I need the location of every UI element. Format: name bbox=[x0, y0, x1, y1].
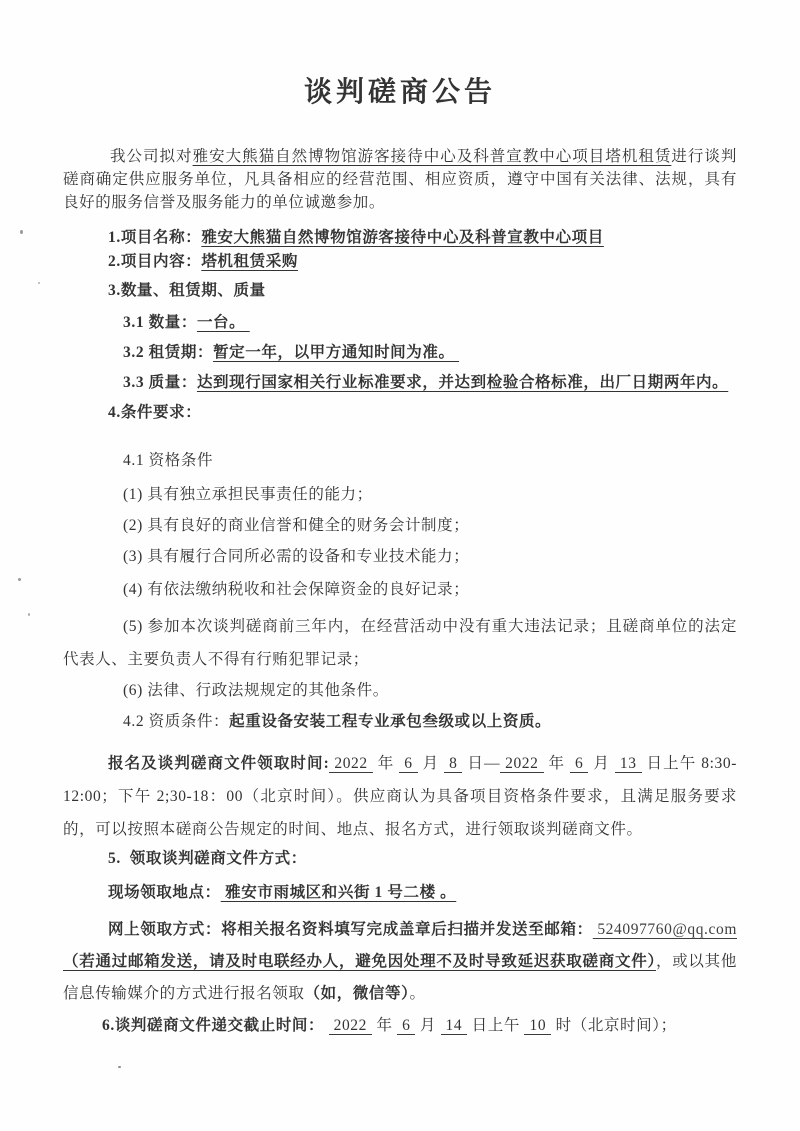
item-1-label: 1.项目名称： bbox=[108, 229, 202, 246]
item-4-2-value: 起重设备安装工程专业承包叁级或以上资质。 bbox=[229, 713, 552, 730]
item-2-value: 塔机租赁采购 bbox=[201, 253, 298, 270]
item-4-1-heading: 4.1 资格条件 bbox=[123, 452, 214, 469]
onsite-pickup-line bbox=[63, 882, 737, 904]
date-static-text: 月 bbox=[415, 1017, 441, 1034]
item-3-2-value: 暂定一年，以甲方通知时间为准。 bbox=[213, 344, 460, 361]
online-pickup-paragraph bbox=[63, 914, 737, 1010]
item-3-1-value: 一台。 bbox=[196, 314, 250, 331]
intro-paragraph bbox=[63, 145, 737, 214]
page-title: 谈判磋商公告 bbox=[303, 77, 496, 108]
condition-1: (1) 具有独立承担民事责任的能力； bbox=[123, 486, 373, 503]
item-3-heading: 3.数量、租赁期、质量 bbox=[108, 282, 266, 299]
item-2-label: 2.项目内容： bbox=[108, 253, 202, 270]
intro-text-pre: 我公司拟对 bbox=[110, 148, 193, 165]
item-2-project-content bbox=[63, 250, 737, 274]
scan-speck bbox=[38, 282, 40, 284]
filled-blank-value: 10 bbox=[524, 1017, 551, 1035]
item-4-heading: 4.条件要求： bbox=[108, 404, 202, 421]
item-4-2-qualification bbox=[63, 711, 737, 733]
online-pickup-text: 将相关报名资料填写完成盖章后扫描并发送至邮箱： bbox=[221, 921, 593, 938]
item-1-project-name bbox=[63, 226, 737, 250]
item-3-2-label: 3.2 租赁期： bbox=[123, 344, 214, 361]
item-4-2-label: 4.2 资质条件： bbox=[123, 713, 230, 730]
onsite-pickup-address: 雅安市雨城区和兴街 1 号二楼 。 bbox=[220, 884, 457, 901]
date-static-text: 日上午 bbox=[467, 1017, 525, 1034]
filled-blank-value: 6 bbox=[399, 755, 417, 773]
scan-speck bbox=[18, 578, 21, 581]
filled-blank-value: 2022 bbox=[500, 755, 543, 773]
scan-speck bbox=[118, 1066, 121, 1068]
condition-4: (4) 有依法缴纳税收和社会保障资金的良好记录； bbox=[123, 581, 470, 598]
filled-blank-value: 13 bbox=[615, 755, 642, 773]
filled-blank-value: 6 bbox=[570, 755, 588, 773]
date-static-text: 年 bbox=[372, 1017, 398, 1034]
note-rest: ，或以其他信息传输媒介的方式进行报名领取 bbox=[63, 953, 737, 1002]
filled-blank-value: 6 bbox=[397, 1017, 415, 1035]
intro-project-name: 雅安大熊猫自然博物馆游客接待中心及科普宣教中心项目塔机租赁 bbox=[192, 148, 672, 165]
filled-blank-value: 14 bbox=[441, 1017, 468, 1035]
contact-email: 524097760@qq.com bbox=[592, 921, 737, 938]
note-wechat: （如，微信等） bbox=[304, 985, 410, 1002]
condition-2: (2) 具有良好的商业信誉和健全的财务会计制度； bbox=[123, 517, 470, 534]
scan-speck bbox=[28, 613, 30, 616]
filled-blank-value: 2022 bbox=[329, 755, 372, 773]
filled-blank-value: 8 bbox=[444, 755, 462, 773]
date-static-text: 月 bbox=[417, 755, 445, 772]
item-3-1-quantity bbox=[63, 312, 737, 334]
submission-deadline-line bbox=[63, 1014, 737, 1038]
submission-deadline-label: 6.谈判磋商文件递交截止时间： bbox=[102, 1017, 329, 1034]
scan-speck bbox=[20, 230, 23, 234]
section-5-heading: 5. 领取谈判磋商文件方式： bbox=[108, 850, 307, 867]
date-static-text: 年 bbox=[372, 755, 400, 772]
date-static-text: 月 bbox=[588, 755, 615, 772]
item-3-3-value: 达到现行国家相关行业标准要求，并达到检验合格标准，出厂日期两年内。 bbox=[196, 374, 729, 391]
filled-blank-value: 2022 bbox=[329, 1017, 372, 1035]
submission-deadline-dates bbox=[329, 1017, 677, 1035]
online-pickup-label: 网上领取方式： bbox=[108, 921, 222, 938]
registration-time-rest: 下午 2;30-18：00（北京时间）。供应商认为具备项目资格条件要求，且满足服务要求的，可以按照本磋商公告规定的时间、地点、报名方式，进行领取谈判磋商文件。 bbox=[63, 788, 737, 838]
item-3-3-label: 3.3 质量： bbox=[123, 374, 197, 391]
registration-time-label: 报名及谈判磋商文件领取时间: bbox=[108, 755, 330, 772]
condition-6: (6) 法律、行政法规规定的其他条件。 bbox=[123, 682, 389, 699]
date-static-text: 年 bbox=[543, 755, 571, 772]
date-static-text: 日— bbox=[462, 755, 501, 772]
date-static-text: 日上午 8:30-12:00； bbox=[63, 755, 737, 805]
condition-5: (5) 参加本次谈判磋商前三年内，在经营活动中没有重大违法记录；且磋商单位的法定代表人、主要负责人不得有行贿犯罪记录； bbox=[63, 618, 737, 668]
email-warning-note: （若通过邮箱发送，请及时电联经办人，避免因处理不及时导致延迟获取磋商文件） bbox=[63, 953, 656, 970]
note-end: 。 bbox=[409, 985, 426, 1002]
date-static-text: 时（北京时间）； bbox=[551, 1017, 677, 1034]
item-3-3-quality bbox=[63, 372, 737, 394]
item-1-value: 雅安大熊猫自然博物馆游客接待中心及科普宣教中心项目 bbox=[201, 229, 604, 246]
registration-time-paragraph bbox=[63, 747, 737, 846]
item-3-2-lease-term bbox=[63, 342, 737, 364]
item-3-1-label: 3.1 数量： bbox=[123, 314, 197, 331]
intro-text-post: 进行谈判磋商确定供应服务单位，凡具备相应的经营范围、相应资质，遵守中国有关法律、法规，具有良好的服务信誉及服务能力的单位诚邀参加。 bbox=[63, 148, 737, 211]
condition-3: (3) 具有履行合同所必需的设备和专业技术能力； bbox=[123, 548, 470, 565]
onsite-pickup-label: 现场领取地点： bbox=[108, 884, 221, 901]
